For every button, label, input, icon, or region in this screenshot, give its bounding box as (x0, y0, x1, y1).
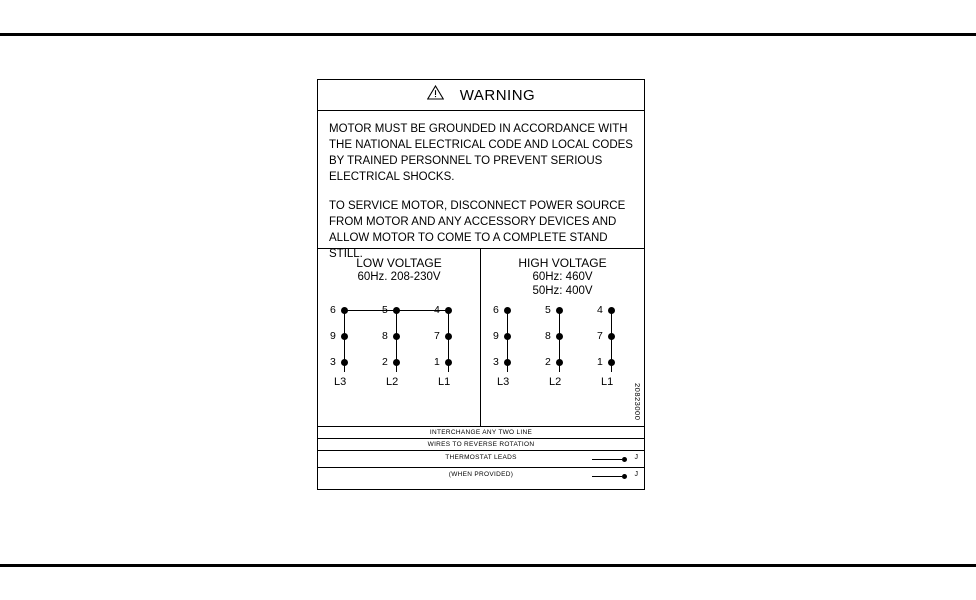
warning-body (318, 111, 644, 260)
rotation-note-line-2: WIRES TO REVERSE ROTATION (318, 439, 644, 451)
high-voltage-title: HIGH VOLTAGE (518, 256, 607, 270)
thermostat-lead-marker-2: J (634, 471, 638, 478)
terminal-label-8-high: 8 (545, 330, 551, 342)
terminal-label-7-low: 7 (434, 330, 440, 342)
terminal-label-1-low: 1 (434, 356, 440, 368)
warning-title: WARNING (459, 86, 536, 104)
terminal-label-9-low: 9 (330, 330, 336, 342)
warning-header (318, 80, 644, 111)
terminal-dot-1-low (445, 359, 452, 366)
terminal-dot-1-high (608, 359, 615, 366)
rotation-note-line-1: INTERCHANGE ANY TWO LINE (318, 427, 644, 439)
terminal-label-3-low: 3 (330, 356, 336, 368)
thermostat-provided-row (318, 468, 644, 484)
terminal-label-6-high: 6 (493, 304, 499, 316)
terminal-dot-6-high (504, 307, 511, 314)
terminal-dot-8-high (556, 333, 563, 340)
thermostat-lead-dot-1 (622, 457, 627, 462)
terminal-label-4-low: 4 (434, 304, 440, 316)
terminal-label-7-high: 7 (597, 330, 603, 342)
top-divider-rule (0, 33, 976, 36)
line-label-l1-low: L1 (438, 376, 451, 388)
terminal-label-8-low: 8 (382, 330, 388, 342)
thermostat-lead-dot-2 (622, 474, 627, 479)
high-voltage-panel (481, 249, 644, 426)
terminal-label-6-low: 6 (330, 304, 336, 316)
thermostat-leads-row (318, 451, 644, 468)
terminal-dot-9-high (504, 333, 511, 340)
high-voltage-wiring-diagram (481, 298, 644, 412)
terminal-dot-3-high (504, 359, 511, 366)
voltage-diagrams-row (318, 249, 644, 427)
thermostat-lead-line-1 (592, 459, 622, 460)
terminal-label-5-high: 5 (545, 304, 551, 316)
terminal-dot-7-low (445, 333, 452, 340)
terminal-dot-5-low (393, 307, 400, 314)
terminal-dot-7-high (608, 333, 615, 340)
warning-paragraph-grounding: MOTOR MUST BE GROUNDED IN ACCORDANCE WITH THE NATIONAL ELECTRICAL CODE AND LOCAL CODES BY TRAINED PERSONNEL TO PREVENT SERIOUS ELECTRICAL SHOCKS. (329, 123, 633, 183)
line-label-l3-high: L3 (497, 376, 510, 388)
warning-triangle-icon (427, 85, 444, 105)
terminal-label-1-high: 1 (597, 356, 603, 368)
terminal-dot-4-low (445, 307, 452, 314)
terminal-dot-2-high (556, 359, 563, 366)
line-label-l2-low: L2 (386, 376, 399, 388)
low-voltage-title: LOW VOLTAGE (356, 256, 442, 270)
thermostat-leads-label: THERMOSTAT LEADS (445, 454, 517, 461)
line-label-l2-high: L2 (549, 376, 562, 388)
warning-paragraph-service: TO SERVICE MOTOR, DISCONNECT POWER SOURCE FROM MOTOR AND ANY ACCESSORY DEVICES AND ALLOW MOTOR TO COME TO A COMPLETE STAND STILL. (329, 200, 626, 260)
terminal-dot-9-low (341, 333, 348, 340)
thermostat-when-provided-label: (WHEN PROVIDED) (448, 471, 514, 478)
terminal-dot-4-high (608, 307, 615, 314)
thermostat-lead-marker-1: J (634, 454, 638, 461)
terminal-label-2-high: 2 (545, 356, 551, 368)
terminal-label-4-high: 4 (597, 304, 603, 316)
thermostat-lead-line-2 (592, 476, 622, 477)
low-voltage-spec: 60Hz. 208-230V (357, 271, 441, 283)
terminal-label-2-low: 2 (382, 356, 388, 368)
terminal-label-5-low: 5 (382, 304, 388, 316)
high-voltage-spec-60hz: 60Hz: 460V (532, 271, 593, 283)
low-voltage-wiring-diagram (318, 284, 480, 412)
motor-connection-label-plate (317, 79, 645, 490)
terminal-dot-3-low (341, 359, 348, 366)
bottom-divider-rule (0, 564, 976, 567)
terminal-dot-8-low (393, 333, 400, 340)
terminal-dot-2-low (393, 359, 400, 366)
line-label-l3-low: L3 (334, 376, 347, 388)
terminal-dot-5-high (556, 307, 563, 314)
low-voltage-heading (318, 249, 480, 284)
low-voltage-panel (318, 249, 481, 426)
high-voltage-spec-50hz: 50Hz: 400V (532, 285, 593, 297)
high-voltage-heading (481, 249, 644, 298)
terminal-label-3-high: 3 (493, 356, 499, 368)
part-code-label: 20823000 (633, 382, 642, 420)
line-label-l1-high: L1 (601, 376, 614, 388)
terminal-label-9-high: 9 (493, 330, 499, 342)
terminal-dot-6-low (341, 307, 348, 314)
